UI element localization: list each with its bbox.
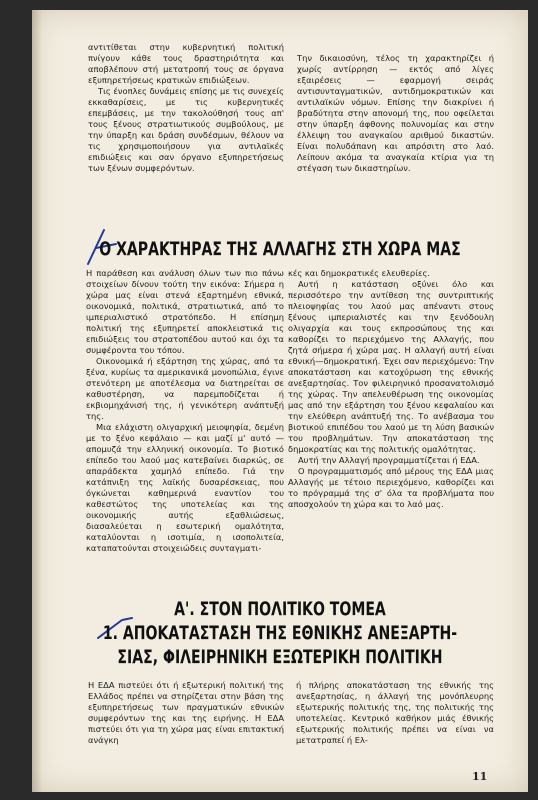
paragraph: Ο προγραμματισμός από μέρους της ΕΔΑ μιας Αλλαγής με τέτοιο περιεχόμενο, καθορίζει και το πρόγραμμά της σ' όλα τα προβλήματα που αποσχολούν τη χώρα και το λαό μας.	[288, 466, 494, 509]
bottom-right-column	[296, 680, 494, 770]
middle-left-column	[86, 268, 284, 595]
page-fold-shadow	[32, 10, 42, 792]
paragraph: Η παράθεση και ανάλυση όλων των πιο πάνω στοιχείων δίνουν τούτη την εικόνα: Σήμερα η χώρα μας είναι στενά εξαρτημένη εθνικά, οικονομικά, πολιτικά, στρατιωτικά, από το ιμπεριαλιστικό στρατόπεδο. Η επίσημη πολιτική της εξυπηρετεί αποκλειστικά τις επιδιώξεις του στρατοπέδου αυτού και όχι τα συμφέροντα του τόπου.	[86, 268, 284, 355]
paragraph: Μια ελάχιστη ολιγαρχική μειοψηφία, δεμένη με το ξένο κεφάλαιο — και μαζί μ' αυτό — απομυζά την ελληνική οικονομία. Το βιοτικό επίπεδο του λαού μας κατεβαίνει διαρκώς, σε απαράδεκτα χαμηλό επίπεδο. Γιά την κατάπνιξη της λαϊκής δυσαρέσκειας, που όγκώνεται καθημερινά εναντίον του καθεστώτος της υποτελείας και της οικονομικής αυτής εξαθλιώσεως, διασαλεύεται η εσωτερική ομαλότητα, καταλύονται η ισοτιμία, η ισοπολιτεία, καταπατούνται στοιχειώδεις συνταγματι-	[86, 422, 284, 553]
middle-right-column	[288, 268, 494, 595]
paragraph: Αυτή την Αλλαγή προγραμματίζεται ή ΕΔΑ.	[298, 455, 480, 465]
subsection-heading-continued: ΣΙΑΣ, ΦΙΛΕΙΡΗΝΙΚΗ ΕΞΩΤΕΡΙΚΗ ΠΟΛΙΤΙΚΗ	[117, 646, 443, 668]
paragraph: Την δικαιοσύνη, τέλος τη χαρακτηρίζει ή χωρίς αντίρρηση — εκτός από λίγες εξαιρέσεις — εφαρμογή σειράς αντισυνταγματικών, αντιδημοκρατικών και αντιλαϊκών νόμων. Επίσης την διακρίνει ή βραδύτητα στην απονομή της, που οφείλεται στην ύπαρξη άφθονης πολυνομίας και στην έλλειψη του αναγκαίου αριθμού δικαστών. Είναι πολυδάπανη και απρόσιτη στο λαό. Λείπουν ακόμα τα αναγκαία κτίρια για τη στέγαση των δικαστηρίων.	[297, 53, 494, 173]
paragraph: κές και δημοκρατικές ελευθερίες.	[288, 268, 430, 278]
paragraph: Η ΕΔΑ πιστεύει ότι ή εξωτερική πολιτική της Ελλάδος πρέπει να στηρίζεται στην βάση της εξυπηρετήσεως των πραγματικών εθνικών συμφερόντων της και της ειρήνης. Η ΕΔΑ πιστεύει ότι για τη χώρα μας είναι επιτακτική ανάγκη	[88, 680, 284, 745]
paragraph: Οικονομικά ή εξάρτηση της χώρας, από τα ξένα, κυρίως τα αμερικανικά μονοπώλια, έγινε στενότερη με αποτέλεσμα να διατηρείται σε καθυστέρηση, να παρεμποδίζεται ή εκβιομηχάνισή της, ή γενικότερη ανάπτυξή της.	[86, 356, 284, 421]
top-right-column	[297, 53, 494, 212]
page-number: 11	[472, 770, 488, 783]
section-heading-political-sector: Α'. ΣΤΟΝ ΠΟΛΙΤΙΚΟ ΤΟΜΕΑ	[174, 598, 386, 620]
top-left-column	[88, 42, 284, 212]
paragraph: αντιτίθεται στην κυβερνητική πολιτική πνίγουν κάθε τους δραστηριότητα και αποβλέπουν στή μετατροπή τους σε όργανα εξυπηρετήσεως κρατικών επιδιώξεων.	[88, 42, 284, 85]
section-heading: Ο ΧΑΡΑΚΤΗΡΑΣ ΤΗΣ ΑΛΛΑΓΗΣ ΣΤΗ ΧΩΡΑ ΜΑΣ	[99, 238, 461, 260]
subsection-heading: 1. ΑΠΟΚΑΤΑΣΤΑΣΗ ΤΗΣ ΕΘΝΙΚΗΣ ΑΝΕΞΑΡΤΗ-	[102, 622, 458, 644]
paragraph: Τις ένοπλες δυνάμεις επίσης με τις συνεχείς εκκαθαρίσεις, με τις κυβερνητικές επεμβάσεις, με την τακολούθησή τους απ' τους ξένους στρατιωτικούς συμβούλους, με την ύπαρξη και δράση συνδέσμων, θέλουν να τις χρησιμοποιήσουν για αντιλαϊκές επιδιώξεις και σαν όργανο εξυπηρετήσεως των ξένων συμφερόντων.	[88, 86, 284, 173]
document-page	[32, 10, 528, 792]
paragraph: Αυτή η κατάσταση οξύνει όλο και περισσότερο την αντίθεση της συντριπτικής πλειοψηφίας του λαού μας απέναντι στους ξένους ιμπεριαλιστές και την ξενόδουλη ολιγαρχία και τους εκπροσώπους της και καθορίζει το περιεχόμενο της Αλλαγής, που ζητά σήμερα ή χώρα μας. Η αλλαγή αυτή είναι εθνική—δημοκρατική. Έχει σαν περιεχόμενο: Την αποκατάσταση και κατοχύρωση της εθνικής ανεξαρτησίας. Τον φιλειρηνικό προσανατολισμό της χώρας. Την απελευθέρωση της οικονομίας μας από την εξάρτηση του ξένου κεφαλαίου και την ελεύθερη ανάπτυξή της. Το ανέβασμα του βιοτικού επιπέδου του λαού με τη λύση βασικών του προβλημάτων. Την αποκατάσταση της δημοκρατίας και της πολιτικής ομαλότητας.	[288, 279, 494, 454]
paragraph: ή πλήρης αποκατάσταση της εθνικής της ανεξαρτησίας, η άλλαγή της μονόπλευρης εξωτερικής πολιτικής της, της πολιτικής της υποτελείας. Κεντρικό καθήκον μιάς έθνικής εξωτερικής πολιτικής πρέπει να είναι να μετατραπεί ή Ελ-	[296, 680, 494, 745]
bottom-left-column	[88, 680, 284, 770]
